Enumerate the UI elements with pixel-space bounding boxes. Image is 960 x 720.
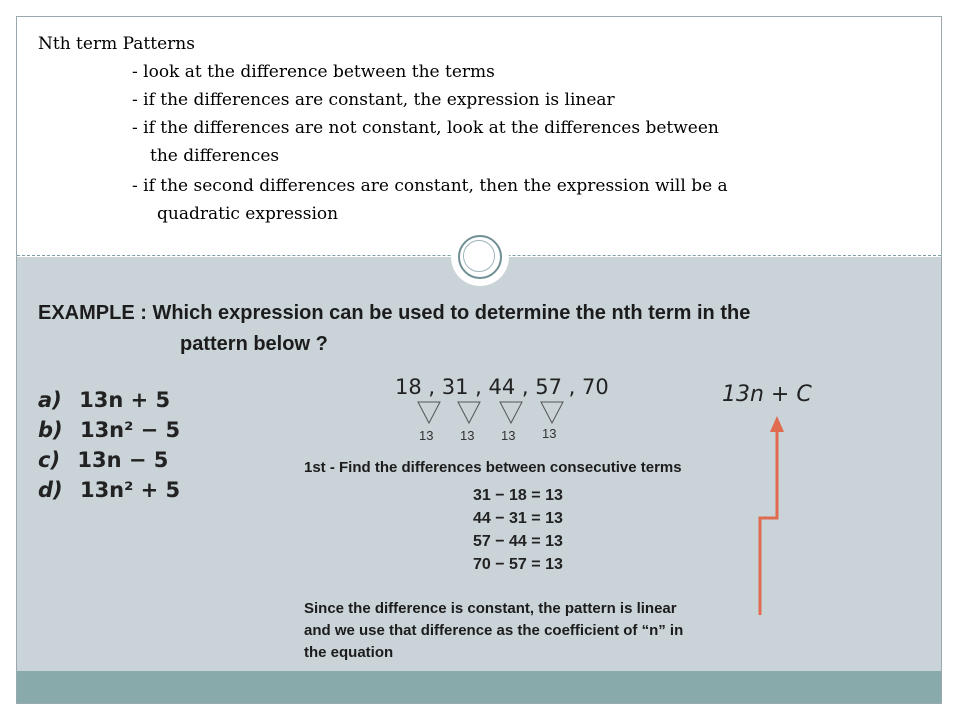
option-c-expr: 13n − 5 xyxy=(77,448,169,472)
notes-title: Nth term Patterns xyxy=(38,34,195,54)
notes-bullet-4-cont: quadratic expression xyxy=(157,204,339,224)
option-a xyxy=(38,388,170,412)
calculation-1: 31 − 18 = 13 xyxy=(473,487,563,504)
difference-4: 13 xyxy=(542,426,557,441)
option-c-letter: c) xyxy=(38,448,61,472)
triangle-icon xyxy=(418,402,440,423)
triangle-icon xyxy=(458,402,480,423)
notes-bullet-3: - if the differences are not constant, look at the differences between xyxy=(132,118,719,138)
divider-circle-ring xyxy=(463,240,495,272)
option-b xyxy=(38,418,180,442)
difference-triangles xyxy=(416,401,566,425)
option-b-letter: b) xyxy=(38,418,63,442)
up-arrow-icon xyxy=(740,410,800,620)
step-1-instruction: 1st - Find the differences between consecutive terms xyxy=(304,459,682,476)
notes-bullet-3-cont: the differences xyxy=(150,146,280,166)
notes-bullet-2: - if the differences are constant, the expression is linear xyxy=(132,90,615,110)
option-d xyxy=(38,478,180,502)
example-heading-cont: pattern below ? xyxy=(180,333,328,355)
triangle-icon xyxy=(500,402,522,423)
calculation-3: 57 − 44 = 13 xyxy=(473,533,563,550)
notes-bullet-1: - look at the difference between the terms xyxy=(132,62,495,82)
conclusion-line-2: and we use that difference as the coefficient of “n” in xyxy=(304,622,684,639)
calculation-2: 44 − 31 = 13 xyxy=(473,510,563,527)
notes-bullet-4: - if the second differences are constant, then the expression will be a xyxy=(132,176,728,196)
difference-3: 13 xyxy=(501,428,516,443)
option-c xyxy=(38,448,168,472)
result-expression: 13n + C xyxy=(722,382,812,407)
arrow-head xyxy=(770,416,784,432)
option-d-letter: d) xyxy=(38,478,63,502)
difference-2: 13 xyxy=(460,428,475,443)
option-d-expr: 13n² + 5 xyxy=(79,478,181,502)
sequence: 18 , 31 , 44 , 57 , 70 xyxy=(395,375,609,399)
arrow-path xyxy=(760,426,777,615)
triangle-icon xyxy=(541,402,563,423)
option-a-letter: a) xyxy=(38,388,62,412)
conclusion-line-1: Since the difference is constant, the pattern is linear xyxy=(304,600,677,617)
option-b-expr: 13n² − 5 xyxy=(79,418,181,442)
option-a-expr: 13n + 5 xyxy=(79,388,171,412)
difference-1: 13 xyxy=(419,428,434,443)
conclusion-line-3: the equation xyxy=(304,644,394,661)
calculation-4: 70 − 57 = 13 xyxy=(473,556,563,573)
example-heading: EXAMPLE : Which expression can be used to determine the nth term in the xyxy=(38,302,751,324)
